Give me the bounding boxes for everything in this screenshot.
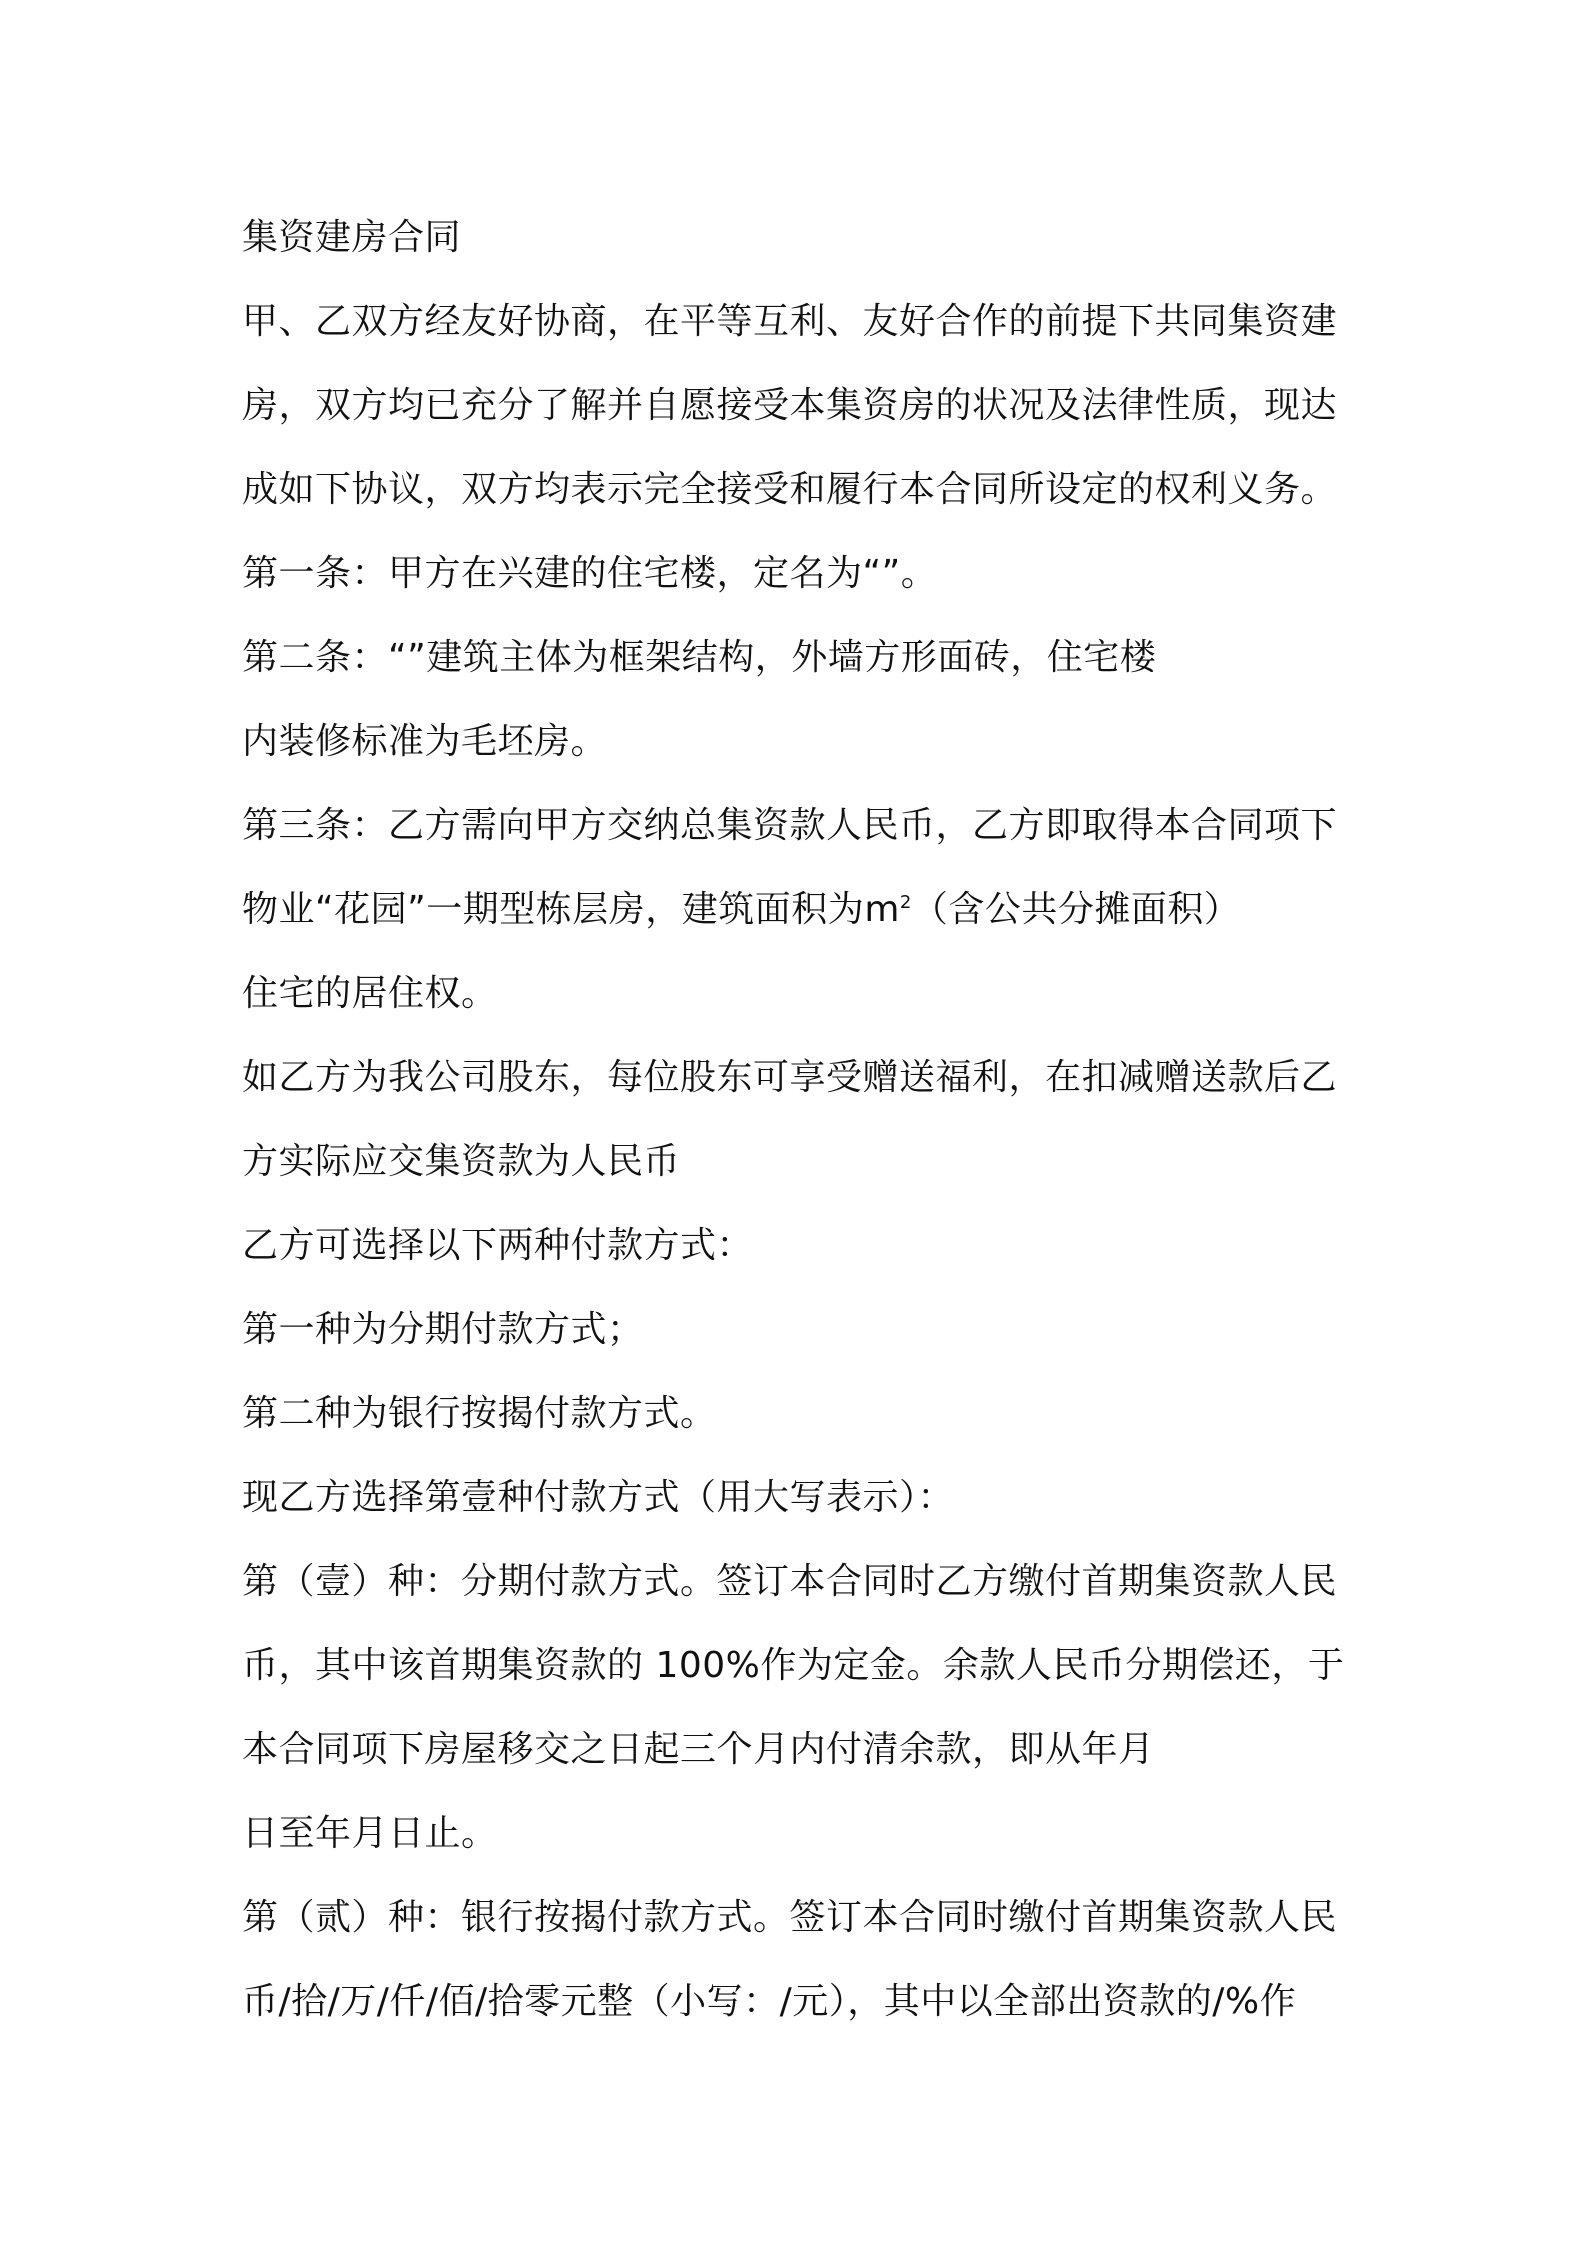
shareholder-line-1: 如乙方为我公司股东，每位股东可享受赠送福利，在扣减赠送款后乙: [242, 1057, 1338, 1098]
option-2-line-2: 币/拾/万/仟/佰/拾零元整（小写：/元），其中以全部出资款的/%作: [242, 1981, 1297, 2022]
article-3-line-2-prefix: 物业“花园”一期型栋层房，建筑面积为: [242, 889, 865, 930]
start-year-label: 年: [1081, 1729, 1119, 1770]
start-day-label: 日至: [242, 1813, 316, 1854]
payment-options-intro: 乙方可选择以下两种付款方式：: [242, 1225, 754, 1266]
area-unit: m: [864, 889, 900, 930]
article-2-line-2: 内装修标准为毛坯房。: [242, 721, 608, 762]
article-1: [242, 532, 1362, 616]
option-1-line-1: 第（壹）种：分期付款方式。签订本合同时乙方缴付首期集资款人民: [242, 1561, 1338, 1602]
intro-line-1: 甲、乙双方经友好协商，在平等互利、友好合作的前提下共同集资建: [242, 301, 1338, 342]
article-1-suffix: ”。: [881, 553, 938, 594]
start-month-label: 月: [1118, 1729, 1155, 1770]
end-month-label: 月: [351, 1813, 389, 1854]
option-1-line-2: 币，其中该首期集资款的 100%作为定金。余款人民币分期偿还，于: [242, 1645, 1345, 1686]
article-2-line-1: [242, 616, 1362, 700]
end-day-label: 日止。: [388, 1813, 498, 1854]
intro-line-2: 房，双方均已充分了解并自愿接受本集资房的状况及法律性质，现达: [242, 385, 1338, 426]
option-1-line-3-prefix: 本合同项下房屋移交之日起三个月内付清余款，即从: [242, 1729, 1082, 1770]
area-unit-sup: 2: [899, 892, 912, 913]
document-body: [242, 196, 1362, 2044]
end-year-label: 年: [315, 1813, 352, 1854]
option-1-line-3: [242, 1708, 1362, 1792]
article-2-prefix: 第二条：“: [242, 637, 408, 678]
option-1-line-4: [242, 1792, 1362, 1876]
option-2-line-1: 第（贰）种：银行按揭付款方式。签订本合同时缴付首期集资款人民: [242, 1897, 1338, 1938]
payment-option-first: 第一种为分期付款方式；: [242, 1309, 644, 1350]
article-3-line-2-suffix: （含公共分摊面积）: [911, 889, 1241, 930]
document-title: 集资建房合同: [242, 217, 462, 258]
shareholder-line-2: 方实际应交集资款为人民币: [242, 1141, 681, 1182]
article-3-line-3: 住宅的居住权。: [242, 973, 498, 1014]
article-3-line-1: 第三条：乙方需向甲方交纳总集资款人民币，乙方即取得本合同项下: [242, 805, 1338, 846]
article-1-prefix: 第一条：甲方在兴建的住宅楼，定名为“: [242, 553, 882, 594]
article-2-suffix: ”建筑主体为框架结构，外墙方形面砖，住宅楼: [407, 637, 1157, 678]
intro-line-3: 成如下协议，双方均表示完全接受和履行本合同所设定的权利义务。: [242, 469, 1338, 510]
payment-option-choice: 现乙方选择第壹种付款方式（用大写表示）：: [242, 1477, 955, 1518]
article-3-line-2: [242, 868, 1362, 952]
payment-option-second: 第二种为银行按揭付款方式。: [242, 1393, 717, 1434]
